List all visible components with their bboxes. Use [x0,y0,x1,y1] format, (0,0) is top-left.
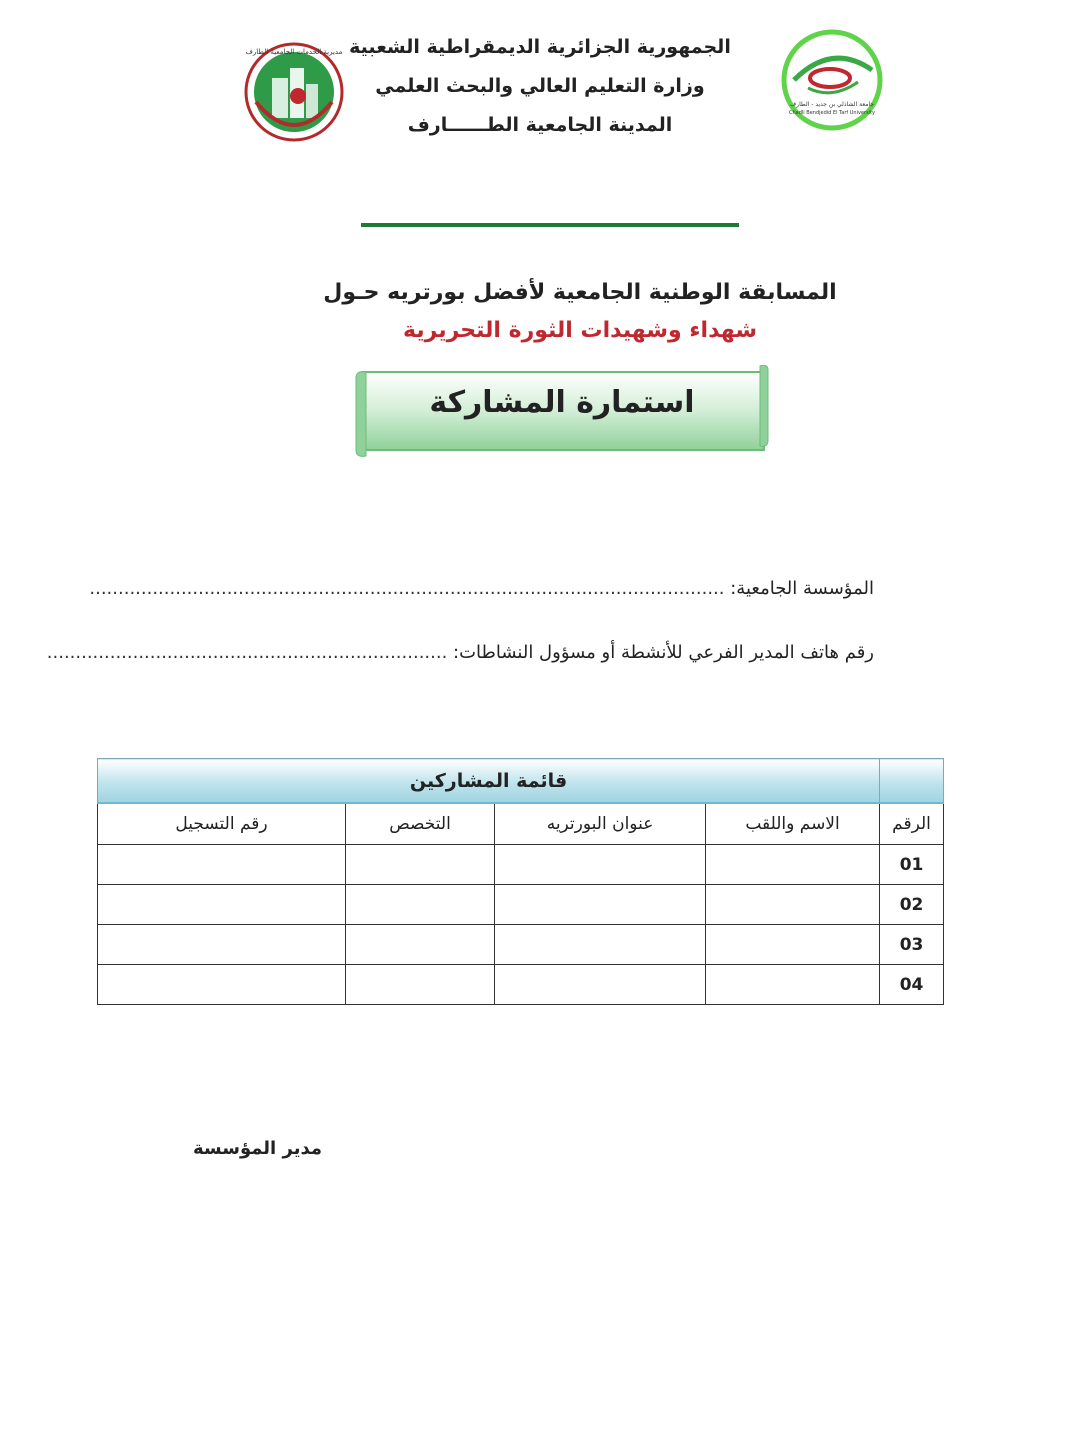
table-header-row [98,803,944,845]
table-title-row [98,759,944,804]
table-title: قائمة المشاركين [98,759,880,804]
table-title-corner [880,759,944,804]
cell-portrait-title[interactable] [495,845,706,885]
cell-portrait-title[interactable] [495,885,706,925]
phone-label: رقم هاتف المدير الفرعي للأنشطة أو مسؤول النشاطات: [453,642,874,663]
director-signature-label: مدير المؤسسة [193,1138,322,1159]
col-name: الاسم واللقب [706,803,880,845]
institution-dots: ............................................................................................................... [89,578,725,599]
cell-name[interactable] [706,845,880,885]
phone-field [47,642,874,663]
cell-name[interactable] [706,885,880,925]
cell-registration[interactable] [98,845,346,885]
form-title: استمارة المشاركة [429,385,695,420]
cell-specialty[interactable] [346,965,495,1005]
phone-dots: ...................................................................... [46,642,448,663]
table-row [98,965,944,1005]
table-row [98,925,944,965]
header-ministry: وزارة التعليم العالي والبحث العلمي [375,75,705,97]
cell-registration[interactable] [98,925,346,965]
cell-registration[interactable] [98,965,346,1005]
row-number: 01 [880,845,944,885]
cell-registration[interactable] [98,885,346,925]
row-number: 04 [880,965,944,1005]
competition-subtitle: شهداء وشهيدات الثورة التحريرية [403,318,757,343]
table-row [98,885,944,925]
right-logo-text-ar: جامعة الشاذلي بن جديد - الطارف [789,101,875,108]
participants-table [97,758,944,1005]
col-portrait-title: عنوان البورتريه [495,803,706,845]
right-logo-text-en: Chadli Bendjedid El Tarf University [789,110,875,116]
cell-specialty[interactable] [346,845,495,885]
col-registration: رقم التسجيل [98,803,346,845]
institution-label: المؤسسة الجامعية: [730,578,874,599]
col-number: الرقم [880,803,944,845]
divider-line [361,223,739,227]
left-logo-text: مديرية الخدمات الجامعية الطارف [245,48,343,56]
row-number: 03 [880,925,944,965]
institution-field [89,578,874,599]
competition-title: المسابقة الوطنية الجامعية لأفضل بورتريه حـول [323,280,837,305]
header-republic: الجمهورية الجزائرية الديمقراطية الشعبية [349,36,731,58]
row-number: 02 [880,885,944,925]
cell-specialty[interactable] [346,885,495,925]
cell-name[interactable] [706,965,880,1005]
col-specialty: التخصص [346,803,495,845]
cell-name[interactable] [706,925,880,965]
table-row [98,845,944,885]
cell-portrait-title[interactable] [495,965,706,1005]
cell-specialty[interactable] [346,925,495,965]
header-city: المدينة الجامعية الطــــــارف [407,114,673,136]
cell-portrait-title[interactable] [495,925,706,965]
